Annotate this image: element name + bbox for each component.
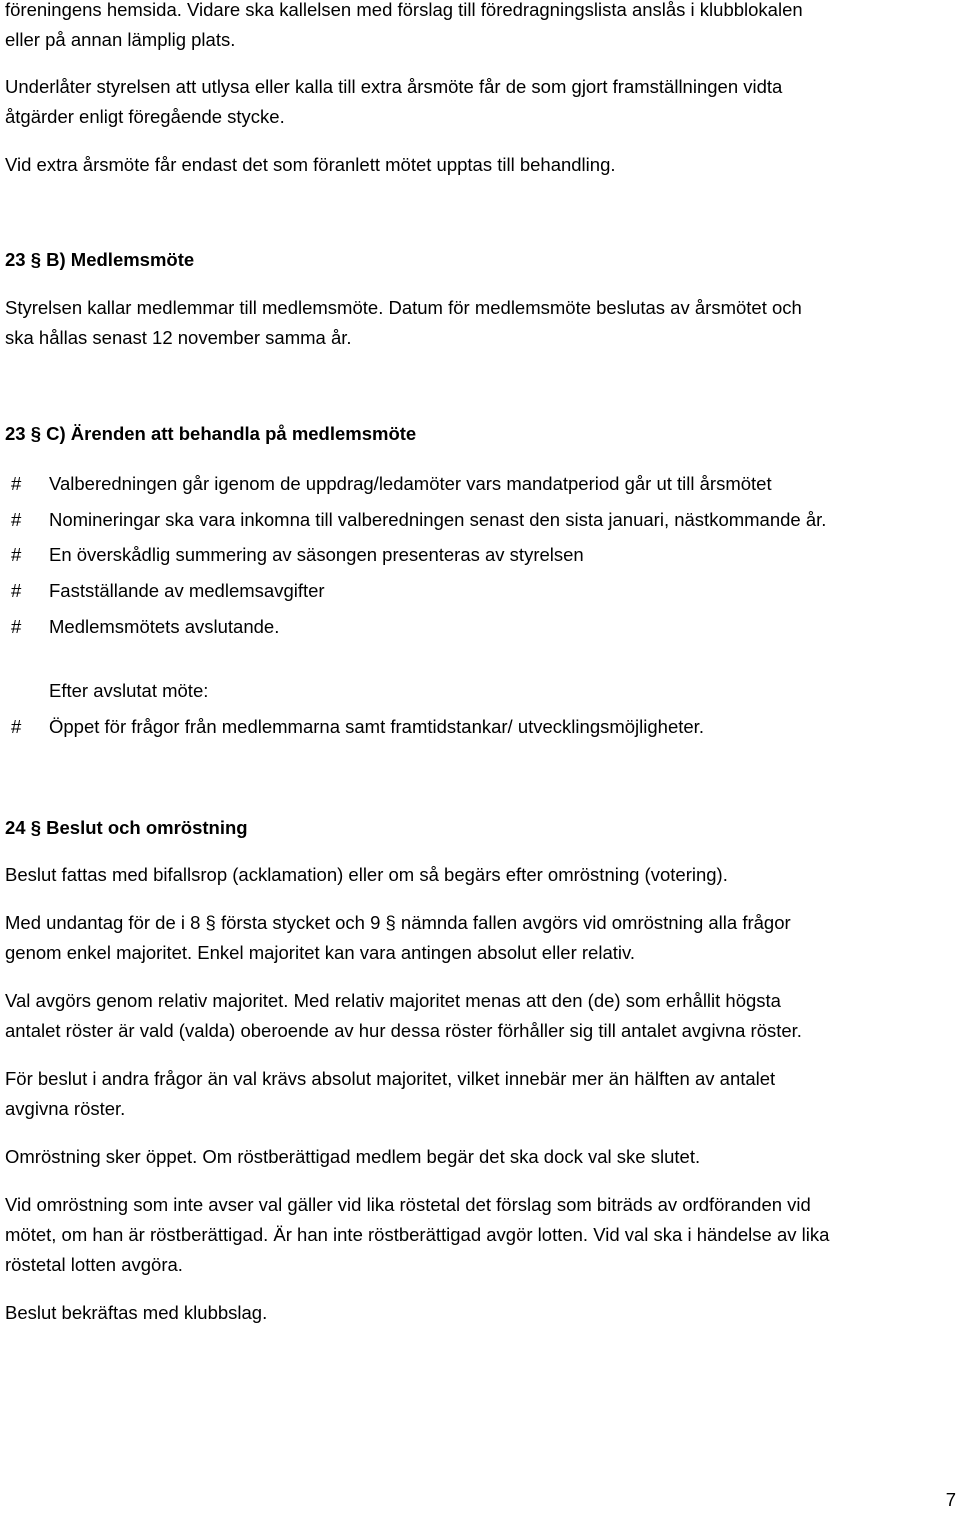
text-line: För beslut i andra frågor än val krävs absolut majoritet, vilket innebär mer än hälften av antalet <box>5 1068 776 1089</box>
hash-bullet: # <box>11 716 22 737</box>
section-24-paragraph-6 <box>5 1190 960 1280</box>
intro-paragraph-1 <box>5 0 960 55</box>
after-meeting-label: Efter avslutat möte: <box>49 680 209 701</box>
section-24-paragraph-7: Beslut bekräftas med klubbslag. <box>5 1302 268 1323</box>
section-24-heading: 24 § Beslut och omröstning <box>5 817 248 838</box>
text-line: Vid omröstning som inte avser val gäller vid lika röstetal det förslag som biträds av ordföranden vid <box>5 1194 811 1215</box>
section-24-paragraph-4 <box>5 1064 960 1124</box>
list-item <box>5 505 960 535</box>
text-line: mötet, om han är röstberättigad. Är han inte röstberättigad avgör lotten. Vid val ska i händelse av lika <box>5 1224 830 1245</box>
section-23b-heading: 23 § B) Medlemsmöte <box>5 249 195 270</box>
text-line: föreningens hemsida. Vidare ska kallelsen med förslag till föredragningslista anslås i klubblokalen <box>5 0 803 20</box>
list-item-text: Öppet för frågor från medlemmarna samt framtidstankar/ utvecklingsmöjligheter. <box>49 716 704 737</box>
text-line: Med undantag för de i 8 § första stycket och 9 § nämnda fallen avgörs vid omröstning alla frågor <box>5 912 791 933</box>
list-item <box>5 469 960 499</box>
list-item-text: Medlemsmötets avslutande. <box>49 616 280 637</box>
text-line: åtgärder enligt föregående stycke. <box>5 106 285 127</box>
text-line: röstetal lotten avgöra. <box>5 1254 183 1275</box>
section-24-paragraph-3 <box>5 986 960 1046</box>
section-24-paragraph-5: Omröstning sker öppet. Om röstberättigad medlem begär det ska dock val ske slutet. <box>5 1146 701 1167</box>
text-line: ska hållas senast 12 november samma år. <box>5 327 352 348</box>
list-item <box>5 612 960 642</box>
text-line: Styrelsen kallar medlemmar till medlemsmöte. Datum för medlemsmöte beslutas av årsmötet och <box>5 297 802 318</box>
text-line: genom enkel majoritet. Enkel majoritet kan vara antingen absolut eller relativ. <box>5 942 636 963</box>
text-line: avgivna röster. <box>5 1098 126 1119</box>
section-23c-heading: 23 § C) Ärenden att behandla på medlemsmöte <box>5 423 417 444</box>
hash-bullet: # <box>11 473 22 494</box>
hash-bullet: # <box>11 580 22 601</box>
section-24-paragraph-1: Beslut fattas med bifallsrop (acklamation) eller om så begärs efter omröstning (votering). <box>5 864 728 885</box>
list-item-text: En överskådlig summering av säsongen presenteras av styrelsen <box>49 544 584 565</box>
text-line: Underlåter styrelsen att utlysa eller kalla till extra årsmöte får de som gjort framställningen vidta <box>5 76 783 97</box>
after-meeting-label-row <box>5 676 960 706</box>
text-line: Val avgörs genom relativ majoritet. Med relativ majoritet menas att den (de) som erhållit högsta <box>5 990 781 1011</box>
section-23b-paragraph <box>5 293 960 353</box>
intro-paragraph-2 <box>5 72 960 132</box>
list-item <box>5 576 960 606</box>
list-item-text: Nomineringar ska vara inkomna till valberedningen senast den sista januari, nästkommande år. <box>49 509 827 530</box>
page-number: 7 <box>945 1489 956 1510</box>
list-item-text: Valberedningen går igenom de uppdrag/ledamöter vars mandatperiod går ut till årsmötet <box>49 473 772 494</box>
list-item <box>5 712 960 742</box>
hash-bullet: # <box>11 509 22 530</box>
section-24-paragraph-2 <box>5 908 960 968</box>
text-line: Vid extra årsmöte får endast det som föranlett mötet upptas till behandling. <box>5 154 616 175</box>
intro-paragraph-3 <box>5 150 960 180</box>
list-item-text: Fastställande av medlemsavgifter <box>49 580 325 601</box>
text-line: eller på annan lämplig plats. <box>5 29 236 50</box>
hash-bullet: # <box>11 616 22 637</box>
list-item <box>5 540 960 570</box>
text-line: antalet röster är vald (valda) oberoende av hur dessa röster förhåller sig till antalet avgivna röster. <box>5 1020 802 1041</box>
hash-bullet: # <box>11 544 22 565</box>
